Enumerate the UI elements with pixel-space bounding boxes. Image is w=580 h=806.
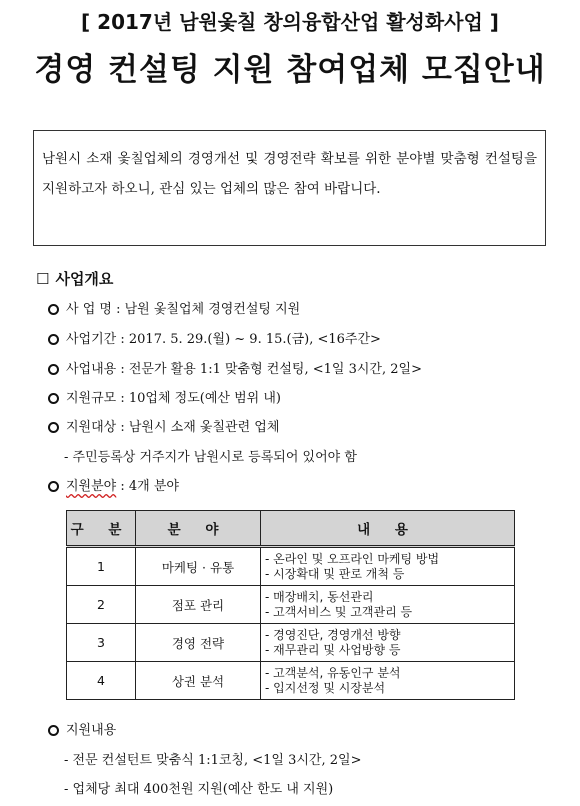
- row-field: 상권 분석: [136, 662, 261, 700]
- row-content: - 고객분석, 유동인구 분석 - 입지선정 및 시장분석: [261, 662, 515, 700]
- row-content: - 경영진단, 경영개선 방향 - 재무관리 및 사업방향 등: [261, 624, 515, 662]
- overview-item: 사 업 명 : 남원 옻칠업체 경영컨설팅 지원: [48, 298, 300, 317]
- circle-bullet-icon: [48, 304, 59, 315]
- circle-bullet-icon: [48, 364, 59, 375]
- intro-box: 남원시 소재 옻칠업체의 경영개선 및 경영전략 확보를 위한 분야별 맞춤형 컨설팅을 지원하고자 하오니, 관심 있는 업체의 많은 참여 바랍니다.: [33, 130, 546, 246]
- table-header-content: 내 용: [261, 511, 515, 547]
- overview-item: 사업내용 : 전문가 활용 1:1 맞춤형 컨설팅, <1일 3시간, 2일>: [48, 358, 422, 377]
- support-fields-table: [66, 510, 515, 700]
- row-field: 마케팅 · 유통: [136, 547, 261, 586]
- support-heading: 지원내용: [48, 719, 116, 738]
- target-note: - 주민등록상 거주지가 남원시로 등록되어 있어야 함: [64, 450, 357, 465]
- checkbox-empty-icon: ☐: [36, 270, 50, 288]
- row-content: - 온라인 및 오프라인 마케팅 방법 - 시장확대 및 판로 개척 등: [261, 547, 515, 586]
- circle-bullet-icon: [48, 481, 59, 492]
- row-content: - 매장배치, 동선관리 - 고객서비스 및 고객관리 등: [261, 586, 515, 624]
- row-number: 2: [67, 586, 136, 624]
- support-item: - 전문 컨설턴트 맞춤식 1:1코칭, <1일 3시간, 2일>: [64, 753, 362, 768]
- section-title: 사업개요: [55, 270, 114, 288]
- notice-title: 경영 컨설팅 지원 참여업체 모집안내: [34, 52, 546, 88]
- circle-bullet-icon: [48, 422, 59, 433]
- overview-item: 지원규모 : 10업체 정도(예산 범위 내): [48, 387, 281, 406]
- table-row: [67, 547, 515, 586]
- section-heading: [36, 268, 113, 289]
- table-row: [67, 586, 515, 624]
- circle-bullet-icon: [48, 393, 59, 404]
- overview-item: 사업기간 : 2017. 5. 29.(월) ~ 9. 15.(금), <16주간>: [48, 328, 381, 347]
- row-field: 경영 전략: [136, 624, 261, 662]
- row-field: 점포 관리: [136, 586, 261, 624]
- row-number: 3: [67, 624, 136, 662]
- circle-bullet-icon: [48, 334, 59, 345]
- row-number: 1: [67, 547, 136, 586]
- support-item: - 업체당 최대 400천원 지원(예산 한도 내 지원): [64, 782, 334, 797]
- fields-label: 지원분야 : 4개 분야: [48, 475, 179, 494]
- table-row: [67, 662, 515, 700]
- row-number: 4: [67, 662, 136, 700]
- table-header-field: 분 야: [136, 511, 261, 547]
- table-row: [67, 624, 515, 662]
- overview-item: 지원대상 : 남원시 소재 옻칠관련 업체: [48, 416, 279, 435]
- notice-subtitle: [ 2017년 남원옻칠 창의융합산업 활성화사업 ]: [81, 10, 499, 34]
- circle-bullet-icon: [48, 725, 59, 736]
- table-header-no: 구 분: [67, 511, 136, 547]
